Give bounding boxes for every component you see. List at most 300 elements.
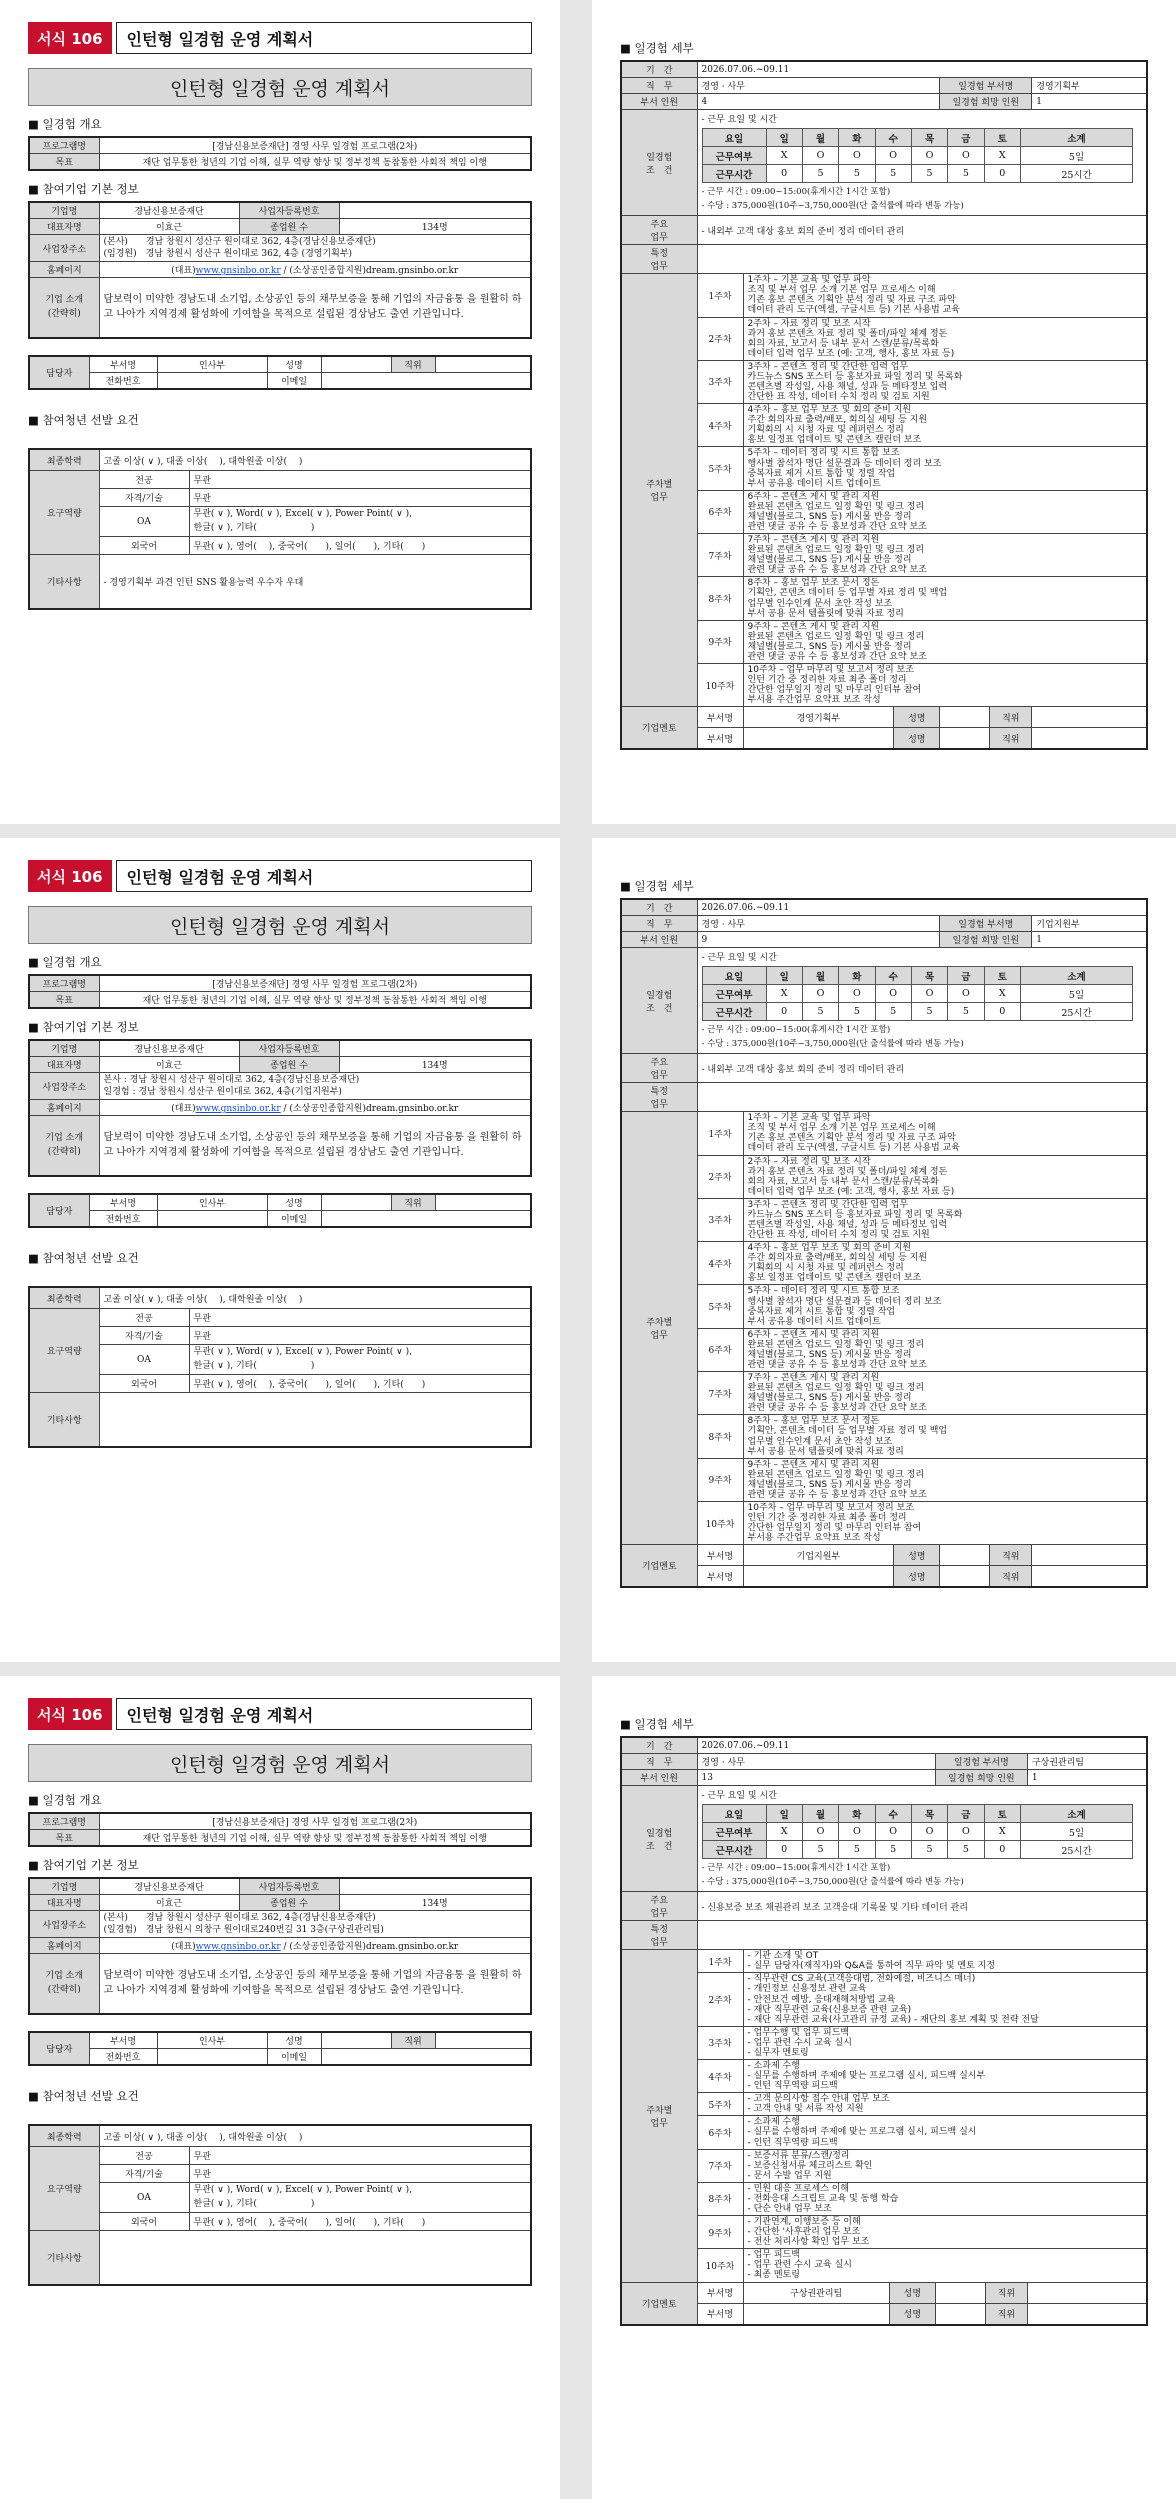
- day-7: 소계: [1020, 1805, 1132, 1823]
- mentor-dept-label: 부서명: [697, 707, 743, 728]
- work-hours-4: 5: [911, 1841, 947, 1859]
- week-plan: - 기관연계, 이행보증 등 이해 - 간단한 '사후관리 업무 보조 - 전산 처리사항 확인 업무 보조: [743, 2216, 1147, 2249]
- manager-email-label: 이메일: [267, 372, 321, 389]
- day-header: 요일: [702, 1805, 766, 1823]
- mentor-dept-value: 경영기획부: [796, 713, 841, 724]
- section-overview-heading: ■ 일경험 개요: [28, 1793, 102, 1807]
- mentor2-position-value: [1027, 2303, 1147, 2325]
- period-value: 2026.07.06.~09.11: [697, 1737, 1147, 1754]
- week-plan: 3주차 – 콘텐츠 정리 및 간단한 입력 업무 카드뉴스 SNS 포스터 등 홍보자료 파일 정리 및 목록화 콘텐츠별 작성일, 사용 채널, 성과 등 메타정보 입력 간단한 표 작성, 데이터 수치 정리 및 검토 지원: [743, 1198, 1147, 1241]
- work-yn-label: 근무여부: [702, 147, 766, 165]
- weekly-work-label: 주차별 업무: [621, 274, 697, 707]
- mentor-dept-value: 기업지원부: [796, 1551, 841, 1562]
- day-3: 수: [875, 129, 911, 147]
- cert-value: 무관: [189, 1327, 531, 1345]
- special-work-label: 특정 업무: [621, 1083, 697, 1112]
- biz-no-label: 사업자등록번호: [239, 1878, 339, 1895]
- cert-label: 자격/기술: [99, 2165, 189, 2183]
- edu-value: 고졸 이상( ∨ ), 대졸 이상( ), 대학원졸 이상( ): [99, 2125, 531, 2147]
- others-value: [99, 1393, 531, 1447]
- section-requirements-heading: ■ 참여청년 선발 요건: [28, 1250, 139, 1265]
- wish-count-label: 일경험 희망 인원: [935, 1770, 1027, 1786]
- day-6: 토: [984, 967, 1020, 985]
- week-label: 4주차: [697, 404, 743, 447]
- biz-no-value: [339, 1878, 531, 1895]
- major-value: 무관: [189, 2147, 531, 2165]
- special-work-value: [697, 1921, 1147, 1950]
- homepage-value[interactable]: [99, 262, 531, 278]
- period-value: 2026.07.06.~09.11: [697, 61, 1147, 78]
- manager-email-label: 이메일: [267, 1210, 321, 1227]
- detail-table: [620, 60, 1148, 750]
- goal-label: 목표: [29, 154, 99, 171]
- week-label: 1주차: [697, 1112, 743, 1155]
- work-yn-6: X: [984, 985, 1020, 1003]
- homepage-url-link[interactable]: www.gnsinbo.or.kr: [195, 266, 281, 277]
- workplace-dept-value: 경영기획부: [1032, 78, 1147, 94]
- mentor-label: 기업멘토: [621, 707, 697, 750]
- week-label: 3주차: [697, 1198, 743, 1241]
- ceo-value: 이효근: [99, 219, 239, 235]
- requirements-table: [28, 1286, 532, 1448]
- work-yn-1: O: [802, 985, 838, 1003]
- goal-value: 재단 업무통한 청년의 기업 이해, 실무 역량 향상 및 정부정책 동참통한 사회적 책임 이행: [99, 1830, 531, 1847]
- day-2: 화: [839, 967, 875, 985]
- day-0: 일: [766, 1805, 802, 1823]
- intro-label: 기업 소개 (간략히): [29, 1116, 99, 1176]
- main-work-value: - 신용보증 보조 채권관리 보조 고객응대 기록물 및 기타 데이터 관리: [697, 1892, 1147, 1921]
- manager-name-value: [321, 2032, 391, 2049]
- manager-name-label: 성명: [267, 1194, 321, 1211]
- work-yn-0: X: [766, 1823, 802, 1841]
- manager-email-value: [321, 1210, 531, 1227]
- intro-value: 담보력이 미약한 경남도내 소기업, 소상공인 등의 채무보증을 통해 기업의 자금융통 을 원활히 하고 나아가 지역경제 활성화에 기여함을 목적으로 설립된 경상남도 출연 기관입니다.: [99, 1116, 531, 1176]
- required-label: 요구역량: [29, 1309, 99, 1393]
- company-table: [28, 201, 532, 339]
- wish-count-value: 1: [1032, 94, 1147, 110]
- others-label: 기타사항: [29, 2231, 99, 2285]
- address-line-2: (일경험) 경남 창원시 의창구 원이대로240번길 31 3층(구상권관리팀): [103, 1925, 384, 1936]
- section-requirements-heading: ■ 참여청년 선발 요건: [28, 412, 139, 427]
- week-label: 4주차: [697, 2059, 743, 2092]
- company-name-value: 경남신용보증재단: [99, 1878, 239, 1895]
- work-yn-7: 5일: [1020, 147, 1132, 165]
- week-label: 6주차: [697, 2116, 743, 2149]
- wish-count-value: 1: [1032, 932, 1147, 948]
- form-header-title: 인턴형 일경험 운영 계획서: [116, 22, 532, 54]
- manager-dept-value: 인사부: [157, 356, 267, 373]
- homepage-link[interactable]: (대표)www.gnsinbo.or.kr / (소상공인종합지원)dream.gnsinbo.or.kr: [171, 266, 459, 277]
- work-yn-1: O: [802, 147, 838, 165]
- week-label: 6주차: [697, 490, 743, 533]
- work-hours-0: 0: [766, 1003, 802, 1021]
- work-hours-1: 5: [802, 1003, 838, 1021]
- address-label: 사업장주소: [29, 235, 99, 262]
- work-yn-2: O: [839, 1823, 875, 1841]
- manager-phone-label: 전화번호: [89, 372, 157, 389]
- week-plan: 2주차 – 자료 정리 및 보조 시작 과거 홍보 콘텐츠 자료 정리 및 폴더/파일 체계 정돈 회의 자료, 보고서 등 내부 문서 스캔/분류/목록화 데이터 입력 업무 보조 (예: 고객, 행사, 홍보 자료 등): [743, 1155, 1147, 1198]
- cert-value: 무관: [189, 489, 531, 507]
- day-5: 금: [948, 129, 984, 147]
- week-plan: - 업무수행 및 업무 피드백 - 업무 관련 수시 교육 실시 - 실무자 멘토링: [743, 2026, 1147, 2059]
- homepage-label: 홈페이지: [29, 262, 99, 278]
- manager-dept-value: 인사부: [157, 2032, 267, 2049]
- section-overview-heading: ■ 일경험 개요: [28, 117, 102, 131]
- section-overview-heading: ■ 일경험 개요: [28, 955, 102, 969]
- company-table: [28, 1877, 532, 2015]
- day-2: 화: [839, 129, 875, 147]
- work-hours-0: 0: [766, 1841, 802, 1859]
- period-label: 기 간: [621, 899, 697, 916]
- work-hours-1: 5: [802, 1841, 838, 1859]
- intro-label: 기업 소개 (간략히): [29, 278, 99, 338]
- edu-label: 최종학력: [29, 1287, 99, 1309]
- week-plan: 8주차 – 홍보 업무 보조 문서 정돈 기획안, 콘텐츠 데이터 등 업무별 자료 정리 및 백업 업무별 인수인계 문서 초안 작성 보조 부서 공용 문서 템플릿에 맞춰 자료 정리: [743, 1415, 1147, 1458]
- week-label: 7주차: [697, 1372, 743, 1415]
- work-yn-3: O: [875, 985, 911, 1003]
- week-plan: - 기관 소개 및 OT - 실무 담당자(재직자)와 Q&A를 통하여 직무 파악 및 멘토 지정: [743, 1950, 1147, 1973]
- work-hours-7: 25시간: [1020, 1003, 1132, 1021]
- work-yn-6: X: [984, 1823, 1020, 1841]
- homepage-value[interactable]: [99, 1938, 531, 1954]
- duty-label: 직 무: [621, 916, 697, 932]
- program-value: [경남신용보증재단] 경영 사무 일경험 프로그램(2차): [99, 975, 531, 992]
- address-line-2: 일경험 : 경남 창원시 성산구 원이대로 362, 4층(기업지원부): [103, 1087, 342, 1098]
- homepage-url-link[interactable]: www.gnsinbo.or.kr: [195, 1104, 281, 1115]
- homepage-value[interactable]: [99, 1100, 531, 1116]
- manager-name-value: [321, 356, 391, 373]
- cert-label: 자격/기술: [99, 1327, 189, 1345]
- work-hours-label: 근무시간: [702, 165, 766, 183]
- company-name-label: 기업명: [29, 1040, 99, 1057]
- mentor2-name-label: 성명: [889, 2304, 935, 2324]
- lang-value: 무관( ∨ ), 영어( ), 중국어( ), 일어( ), 기타( ): [189, 2213, 531, 2231]
- day-5: 금: [948, 1805, 984, 1823]
- oa-value: 무관( ∨ ), Word( ∨ ), Excel( ∨ ), Power Point( ∨ ), 한글( ∨ ), 기타( ): [189, 507, 531, 537]
- manager-label: 담당자: [29, 2032, 89, 2065]
- manager-position-value: [435, 356, 531, 373]
- section-detail-heading: ■ 일경험 세부: [620, 41, 694, 55]
- main-work-label: 주요 업무: [621, 1892, 697, 1921]
- manager-phone-value: [157, 2048, 267, 2065]
- overview-page-3: [0, 1676, 560, 2499]
- week-label: 2주차: [697, 1155, 743, 1198]
- manager-dept-label: 부서명: [89, 1194, 157, 1211]
- week-plan: - 소과제 수행 - 실무를 수행하며 주제에 맞는 프로그램 실시, 피드백 실시부 - 인턴 직무역량 피드백: [743, 2059, 1147, 2092]
- mentor-dept-label: 부서명: [697, 1545, 743, 1566]
- form-badge: 서식 106: [28, 860, 112, 892]
- overview-table: [28, 136, 532, 171]
- mentor2-dept-label: 부서명: [697, 2303, 743, 2325]
- week-label: 5주차: [697, 447, 743, 490]
- weekly-work-label: 주차별 업무: [621, 1950, 697, 2282]
- oa-value: 무관( ∨ ), Word( ∨ ), Excel( ∨ ), Power Point( ∨ ), 한글( ∨ ), 기타( ): [189, 2183, 531, 2213]
- major-label: 전공: [99, 471, 189, 489]
- overview-page-2: [0, 838, 560, 1662]
- hours-header: - 근무 요일 및 시간: [701, 115, 777, 125]
- form-header: [28, 22, 532, 54]
- biz-no-value: [339, 1040, 531, 1057]
- goal-value: 재단 업무통한 청년의 기업 이해, 실무 역량 향상 및 정부정책 동참통한 사회적 책임 이행: [99, 154, 531, 171]
- work-yn-7: 5일: [1020, 985, 1132, 1003]
- mentor-label: 기업멘토: [621, 2282, 697, 2325]
- work-hours-5: 5: [948, 1003, 984, 1021]
- work-condition-label: 일경험 조 건: [621, 1786, 697, 1892]
- intro-value: 담보력이 미약한 경남도내 소기업, 소상공인 등의 채무보증을 통해 기업의 자금융통 을 원활히 하고 나아가 지역경제 활성화에 기여함을 목적으로 설립된 경상남도 출연 기관입니다.: [99, 278, 531, 338]
- workplace-dept-label: 일경험 부서명: [940, 78, 1032, 94]
- program-label: 프로그램명: [29, 1813, 99, 1830]
- week-plan: 6주차 – 콘텐츠 게시 및 관리 지원 완료된 콘텐츠 업로드 일정 확인 및 링크 정리 채널별(블로그, SNS 등) 게시물 반응 정리 관련 댓글 공유 수 등 홍보성과 간단 요약 보조: [743, 490, 1147, 533]
- manager-table: [28, 1193, 532, 1228]
- week-label: 5주차: [697, 2093, 743, 2116]
- week-plan: 6주차 – 콘텐츠 게시 및 관리 지원 완료된 콘텐츠 업로드 일정 확인 및 링크 정리 채널별(블로그, SNS 등) 게시물 반응 정리 관련 댓글 공유 수 등 홍보성과 간단 요약 보조: [743, 1328, 1147, 1371]
- cert-value: 무관: [189, 2165, 531, 2183]
- recruit-dept-label: 부서 인원: [621, 1770, 697, 1786]
- work-hours-4: 5: [911, 1003, 947, 1021]
- requirements-table: [28, 2124, 532, 2286]
- work-hours-6: 0: [984, 1003, 1020, 1021]
- day-1: 월: [802, 1805, 838, 1823]
- day-4: 목: [911, 967, 947, 985]
- lang-value: 무관( ∨ ), 영어( ), 중국어( ), 일어( ), 기타( ): [189, 537, 531, 555]
- recruit-count-value: 4: [697, 94, 940, 110]
- lang-label: 외국어: [99, 1375, 189, 1393]
- week-plan: 5주차 – 데이터 정리 및 시트 통합 보조 행사별 참석자 명단 설문결과 등 데이터 정리 보조 중복자료 제거 시트 통합 및 정렬 작업 부서 공유용 데이터 시트 업데이트: [743, 1285, 1147, 1328]
- form-header: [28, 860, 532, 892]
- work-hours-1: 5: [802, 165, 838, 183]
- address-line-1: 본사 : 경남 창원시 성산구 원이대로 362, 4층(경남신용보증재단): [103, 1075, 360, 1085]
- week-plan: 2주차 – 자료 정리 및 보조 시작 과거 홍보 콘텐츠 자료 정리 및 폴더/파일 체계 정돈 회의 자료, 보고서 등 내부 문서 스캔/분류/목록화 데이터 입력 업무 보조 (예: 고객, 행사, 홍보 자료 등): [743, 317, 1147, 360]
- homepage-link[interactable]: (대표)www.gnsinbo.or.kr / (소상공인종합지원)dream.gnsinbo.or.kr: [171, 1104, 459, 1115]
- address-line-1: (본사) 경남 창원시 성산구 원이대로 362, 4층(경남신용보증재단): [103, 1913, 376, 1923]
- others-value: - 경영기획부 과견 인턴 SNS 활용능력 우수자 우대: [99, 555, 531, 609]
- work-hours-5: 5: [948, 165, 984, 183]
- manager-email-value: [321, 2048, 531, 2065]
- manager-name-label: 성명: [267, 2032, 321, 2049]
- duty-value: 경영 · 사무: [697, 78, 940, 94]
- others-value: [99, 2231, 531, 2285]
- others-label: 기타사항: [29, 555, 99, 609]
- week-plan: - 고객 문의사항 접수 안내 업무 보조 - 고객 안내 및 서류 작성 지원: [743, 2093, 1147, 2116]
- oa-label: OA: [99, 507, 189, 537]
- week-label: 9주차: [697, 2216, 743, 2249]
- week-label: 9주차: [697, 1458, 743, 1501]
- manager-position-value: [435, 2032, 531, 2049]
- week-label: 10주차: [697, 664, 743, 707]
- form-badge: 서식 106: [28, 22, 112, 54]
- work-hours-label: 근무시간: [702, 1841, 766, 1859]
- week-label: 8주차: [697, 577, 743, 620]
- mentor2-position-value: [1032, 728, 1147, 750]
- work-hours-0: 0: [766, 165, 802, 183]
- company-table: [28, 1039, 532, 1177]
- day-1: 월: [802, 967, 838, 985]
- day-3: 수: [875, 1805, 911, 1823]
- mentor2-position-label: 직위: [989, 1566, 1031, 1586]
- day-4: 목: [911, 129, 947, 147]
- duty-label: 직 무: [621, 1754, 697, 1770]
- work-yn-3: O: [875, 1823, 911, 1841]
- homepage-label: 홈페이지: [29, 1100, 99, 1116]
- homepage-url-link[interactable]: www.gnsinbo.or.kr: [195, 1942, 281, 1953]
- time-note: - 근무 시간 : 09:00~15:00(휴게시간 1시간 포함): [701, 187, 891, 197]
- employees-label: 종업원 수: [239, 1895, 339, 1911]
- recruit-dept-label: 부서 인원: [621, 94, 697, 110]
- week-plan: 10주차 – 업무 마무리 및 보고서 정리 보조 인턴 기간 중 정리한 자료 최종 폴더 정리 간단한 업무일지 정리 및 마무리 인터뷰 참여 부서용 주간업무 요약표 보조 작성: [743, 664, 1147, 707]
- week-plan: 3주차 – 콘텐츠 정리 및 간단한 입력 업무 카드뉴스 SNS 포스터 등 홍보자료 파일 정리 및 목록화 콘텐츠별 작성일, 사용 채널, 성과 등 메타정보 입력 간단한 표 작성, 데이터 수치 정리 및 검토 지원: [743, 360, 1147, 403]
- address-line-2: (임경원) 경남 창원시 성산구 원이대로 362, 4층 (경영기획부): [103, 249, 353, 260]
- edu-value: 고졸 이상( ∨ ), 대졸 이상( ), 대학원졸 이상( ): [99, 449, 531, 471]
- pay-note: - 수당 : 375,000원(10주~3,750,000원(단 출석률에 따라 변동 가능): [701, 200, 964, 211]
- week-plan: 1주차 – 기본 교육 및 업무 파악 조직 및 부서 업무 소개 기본 업무 프로세스 이해 기존 홍보 콘텐츠 기획안 분석 정리 및 자료 구조 파악 데이터 관리 도구(엑셀, 구글시트 등) 기본 사용법 교육: [743, 274, 1147, 317]
- mentor2-position-label: 직위: [985, 2304, 1027, 2324]
- manager-label: 담당자: [29, 356, 89, 389]
- required-label: 요구역량: [29, 2147, 99, 2231]
- biz-no-label: 사업자등록번호: [239, 202, 339, 219]
- period-label: 기 간: [621, 61, 697, 78]
- week-plan: - 보증서류 분류/스캔/정리 - 보증신청서류 체크리스트 확인 - 문서 수발 업무 지원: [743, 2149, 1147, 2182]
- week-plan: 5주차 – 데이터 정리 및 시트 통합 보조 행사별 참석자 명단 설문결과 등 데이터 정리 보조 중복자료 제거 시트 통합 및 정렬 작업 부서 공유용 데이터 시트 업데이트: [743, 447, 1147, 490]
- day-3: 수: [875, 967, 911, 985]
- day-6: 토: [984, 1805, 1020, 1823]
- wish-count-value: 1: [1027, 1770, 1147, 1786]
- manager-dept-value: 인사부: [157, 1194, 267, 1211]
- mentor-position-label: 직위: [989, 707, 1031, 727]
- main-work-value: - 내외부 고객 대상 홍보 회의 준비 정리 데이터 관리: [697, 216, 1147, 245]
- mentor-dept-value: 구상권관리팀: [790, 2289, 843, 2300]
- document-title: 인턴형 일경험 운영 계획서: [28, 1744, 532, 1782]
- mentor2-dept-label: 부서명: [697, 728, 743, 750]
- week-plan: - 민원 대응 프로세스 이해 - 전화응대 스크립트 교육 및 동행 학습 - 단순 안내 업무 보조: [743, 2182, 1147, 2215]
- manager-position-label: 직위: [391, 1194, 435, 1211]
- week-plan: 4주차 – 홍보 업무 보조 및 회의 준비 지원 주간 회의자료 출력/배포, 회의실 세팅 등 지원 기획회의 시 시청 자료 및 레퍼런스 정리 홍보 일정표 업데이트 및 콘텐츠 캘린더 보조: [743, 1242, 1147, 1285]
- oa-label: OA: [99, 2183, 189, 2213]
- work-yn-5: O: [948, 1823, 984, 1841]
- time-note: - 근무 시간 : 09:00~15:00(휴게시간 1시간 포함): [701, 1025, 891, 1035]
- week-label: 3주차: [697, 360, 743, 403]
- section-requirements-heading: ■ 참여청년 선발 요건: [28, 2088, 139, 2103]
- program-label: 프로그램명: [29, 975, 99, 992]
- lang-label: 외국어: [99, 537, 189, 555]
- section-company-heading: ■ 참여기업 기본 정보: [28, 182, 139, 196]
- manager-position-value: [435, 1194, 531, 1211]
- goal-value: 재단 업무통한 청년의 기업 이해, 실무 역량 향상 및 정부정책 동참통한 사회적 책임 이행: [99, 992, 531, 1009]
- work-hours-6: 0: [984, 165, 1020, 183]
- duty-value: 경영 · 사무: [697, 916, 940, 932]
- ceo-label: 대표자명: [29, 1895, 99, 1911]
- form-header-title: 인턴형 일경험 운영 계획서: [116, 1698, 532, 1730]
- week-label: 2주차: [697, 317, 743, 360]
- week-label: 8주차: [697, 1415, 743, 1458]
- week-label: 4주차: [697, 1242, 743, 1285]
- manager-phone-value: [157, 1210, 267, 1227]
- company-name-value: 경남신용보증재단: [99, 202, 239, 219]
- work-yn-0: X: [766, 147, 802, 165]
- manager-email-label: 이메일: [267, 2048, 321, 2065]
- work-hours-7: 25시간: [1020, 1841, 1132, 1859]
- manager-phone-label: 전화번호: [89, 2048, 157, 2065]
- week-label: 1주차: [697, 274, 743, 317]
- work-yn-label: 근무여부: [702, 985, 766, 1003]
- work-yn-label: 근무여부: [702, 1823, 766, 1841]
- company-name-label: 기업명: [29, 202, 99, 219]
- employees-value: 134명: [339, 1057, 531, 1073]
- weekly-work-label: 주차별 업무: [621, 1112, 697, 1545]
- work-hours-2: 5: [839, 1003, 875, 1021]
- workdays-table: [702, 1804, 1134, 1859]
- detail-table: [620, 898, 1148, 1588]
- work-hours-2: 5: [839, 165, 875, 183]
- detail-page-2: [592, 838, 1176, 1662]
- oa-label: OA: [99, 1345, 189, 1375]
- program-value: [경남신용보증재단] 경영 사무 일경험 프로그램(2차): [99, 137, 531, 154]
- wish-count-label: 일경험 희망 인원: [940, 94, 1032, 110]
- manager-email-value: [321, 372, 531, 389]
- work-condition-label: 일경험 조 건: [621, 948, 697, 1054]
- week-plan: 7주차 – 콘텐츠 게시 및 관리 지원 완료된 콘텐츠 업로드 일정 확인 및 링크 정리 채널별(블로그, SNS 등) 게시물 반응 정리 관련 댓글 공유 수 등 홍보성과 간단 요약 보조: [743, 534, 1147, 577]
- workplace-dept-label: 일경험 부서명: [940, 916, 1032, 932]
- document-title: 인턴형 일경험 운영 계획서: [28, 906, 532, 944]
- goal-label: 목표: [29, 992, 99, 1009]
- mentor-position-label: 직위: [985, 2283, 1027, 2303]
- address-label: 사업장주소: [29, 1073, 99, 1100]
- recruit-count-value: 9: [697, 932, 940, 948]
- work-hours-2: 5: [839, 1841, 875, 1859]
- work-hours-3: 5: [875, 1003, 911, 1021]
- oa-value: 무관( ∨ ), Word( ∨ ), Excel( ∨ ), Power Point( ∨ ), 한글( ∨ ), 기타( ): [189, 1345, 531, 1375]
- overview-table: [28, 1812, 532, 1847]
- mentor-position-value: [1032, 1545, 1147, 1566]
- work-hours-3: 5: [875, 165, 911, 183]
- edu-value: 고졸 이상( ∨ ), 대졸 이상( ), 대학원졸 이상( ): [99, 1287, 531, 1309]
- day-0: 일: [766, 967, 802, 985]
- week-plan: 8주차 – 홍보 업무 보조 문서 정돈 기획안, 콘텐츠 데이터 등 업무별 자료 정리 및 백업 업무별 인수인계 문서 초안 작성 보조 부서 공용 문서 템플릿에 맞춰 자료 정리: [743, 577, 1147, 620]
- form-header: [28, 1698, 532, 1730]
- special-work-label: 특정 업무: [621, 1921, 697, 1950]
- work-yn-5: O: [948, 147, 984, 165]
- employees-value: 134명: [339, 1895, 531, 1911]
- edu-label: 최종학력: [29, 449, 99, 471]
- day-0: 일: [766, 129, 802, 147]
- goal-label: 목표: [29, 1830, 99, 1847]
- day-header: 요일: [702, 967, 766, 985]
- detail-page-1: [592, 0, 1176, 824]
- address-label: 사업장주소: [29, 1911, 99, 1938]
- special-work-value: [697, 245, 1147, 274]
- week-label: 3주차: [697, 2026, 743, 2059]
- week-label: 5주차: [697, 1285, 743, 1328]
- work-yn-1: O: [802, 1823, 838, 1841]
- work-yn-4: O: [911, 147, 947, 165]
- week-label: 9주차: [697, 620, 743, 663]
- homepage-link[interactable]: (대표)www.gnsinbo.or.kr / (소상공인종합지원)dream.gnsinbo.or.kr: [171, 1942, 459, 1953]
- intro-label: 기업 소개 (간략히): [29, 1954, 99, 2014]
- ceo-value: 이효근: [99, 1057, 239, 1073]
- ceo-label: 대표자명: [29, 219, 99, 235]
- workplace-dept-value: 구상권관리팀: [1027, 1754, 1147, 1770]
- biz-no-label: 사업자등록번호: [239, 1040, 339, 1057]
- cert-label: 자격/기술: [99, 489, 189, 507]
- day-2: 화: [839, 1805, 875, 1823]
- special-work-value: [697, 1083, 1147, 1112]
- workdays-table: [702, 128, 1134, 183]
- work-yn-0: X: [766, 985, 802, 1003]
- biz-no-value: [339, 202, 531, 219]
- manager-phone-label: 전화번호: [89, 1210, 157, 1227]
- week-label: 2주차: [697, 1973, 743, 2026]
- manager-position-label: 직위: [391, 356, 435, 373]
- work-yn-6: X: [984, 147, 1020, 165]
